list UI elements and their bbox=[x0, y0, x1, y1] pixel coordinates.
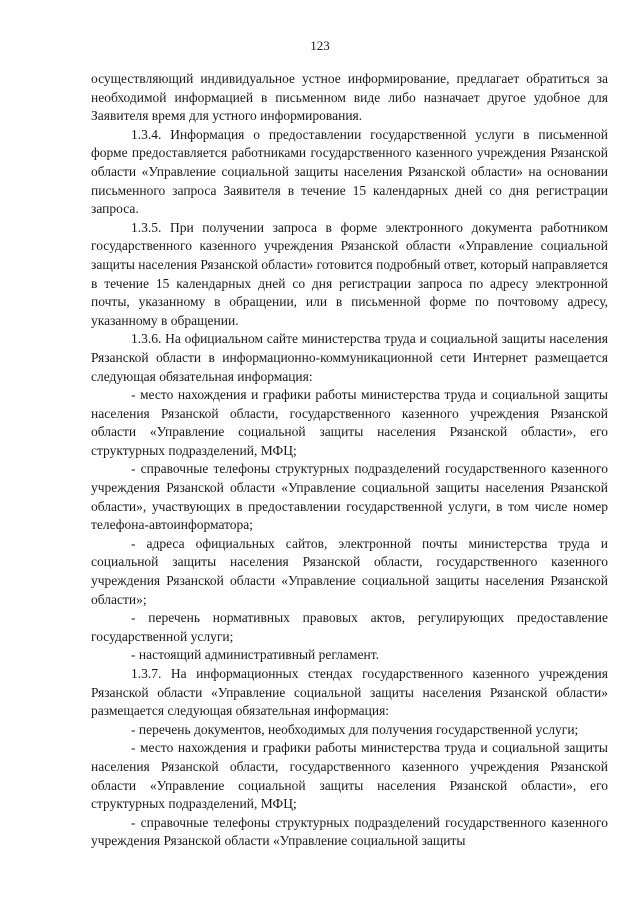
list-item-regulation: - настоящий административный регламент. bbox=[131, 647, 379, 663]
list-item-locations: - место нахождения и графики работы министерства труда и социальной защиты населения Рязанской области, государственного казенного учреждения Рязанской области «Управление социальной защиты населения Рязанской области», его структурных подразделений, МФЦ; bbox=[91, 387, 608, 458]
page-body bbox=[91, 70, 608, 851]
paragraph-1-3-7: 1.3.7. На информационных стендах государственного казенного учреждения Рязанской области «Управление социальной защиты населения Рязанской области» размещается следующая обязательная информация: bbox=[91, 666, 608, 719]
list-item-legal-acts: - перечень нормативных правовых актов, регулирующих предоставление государственной услуги; bbox=[91, 610, 608, 644]
paragraph-continuation: осуществляющий индивидуальное устное информирование, предлагает обратиться за необходимой информацией в письменном виде либо назначает другое удобное для Заявителя время для устного информирования. bbox=[91, 71, 608, 124]
list-item-phones-stands: - справочные телефоны структурных подразделений государственного казенного учреждения Рязанской области «Управление социальной защиты bbox=[91, 814, 608, 849]
list-item-documents: - перечень документов, необходимых для получения государственной услуги; bbox=[131, 721, 579, 737]
list-item-locations-stands: - место нахождения и графики работы министерства труда и социальной защиты населения Рязанской области, государственного казенного учреждения Рязанской области «Управление социальной защиты населения Рязанской области», его структурных подразделений, МФЦ; bbox=[91, 740, 608, 812]
page-number: 123 bbox=[310, 38, 330, 53]
paragraph-1-3-5: 1.3.5. При получении запроса в форме электронного документа работником государственного казенного учреждения Рязанской области «Управление социальной защиты населения Рязанской области» готовится подробный ответ, который направляется в течение 15 календарных дней со дня регистрации запроса по адресу электронной почты, указанному в обращении, или в письменной форме по почтовому адресу, указанному в обращении. bbox=[91, 219, 608, 328]
paragraph-1-3-6: 1.3.6. На официальном сайте министерства труда и социальной защиты населения Рязанской области в информационно-коммуникационной сети Интернет размещается следующая обязательная информация: bbox=[91, 331, 608, 384]
paragraph-1-3-4: 1.3.4. Информация о предоставлении государственной услуги в письменной форме предоставляется работниками государственного казенного учреждения Рязанской области «Управление социальной защиты населения Рязанской области» на основании письменного запроса Заявителя в течение 15 календарных дней со дня регистрации запроса. bbox=[91, 126, 608, 217]
list-item-websites: - адреса официальных сайтов, электронной почты министерства труда и социальной защиты населения Рязанской области, государственного казенного учреждения Рязанской области «Управление социальной защиты населения Рязанской области»; bbox=[91, 535, 608, 607]
list-item-phones: - справочные телефоны структурных подразделений государственного казенного учреждения Рязанской области «Управление социальной защиты населения Рязанской области», участвующих в предоставлении государственной услуги, в том числе номер телефона-автоинформатора; bbox=[91, 461, 608, 533]
